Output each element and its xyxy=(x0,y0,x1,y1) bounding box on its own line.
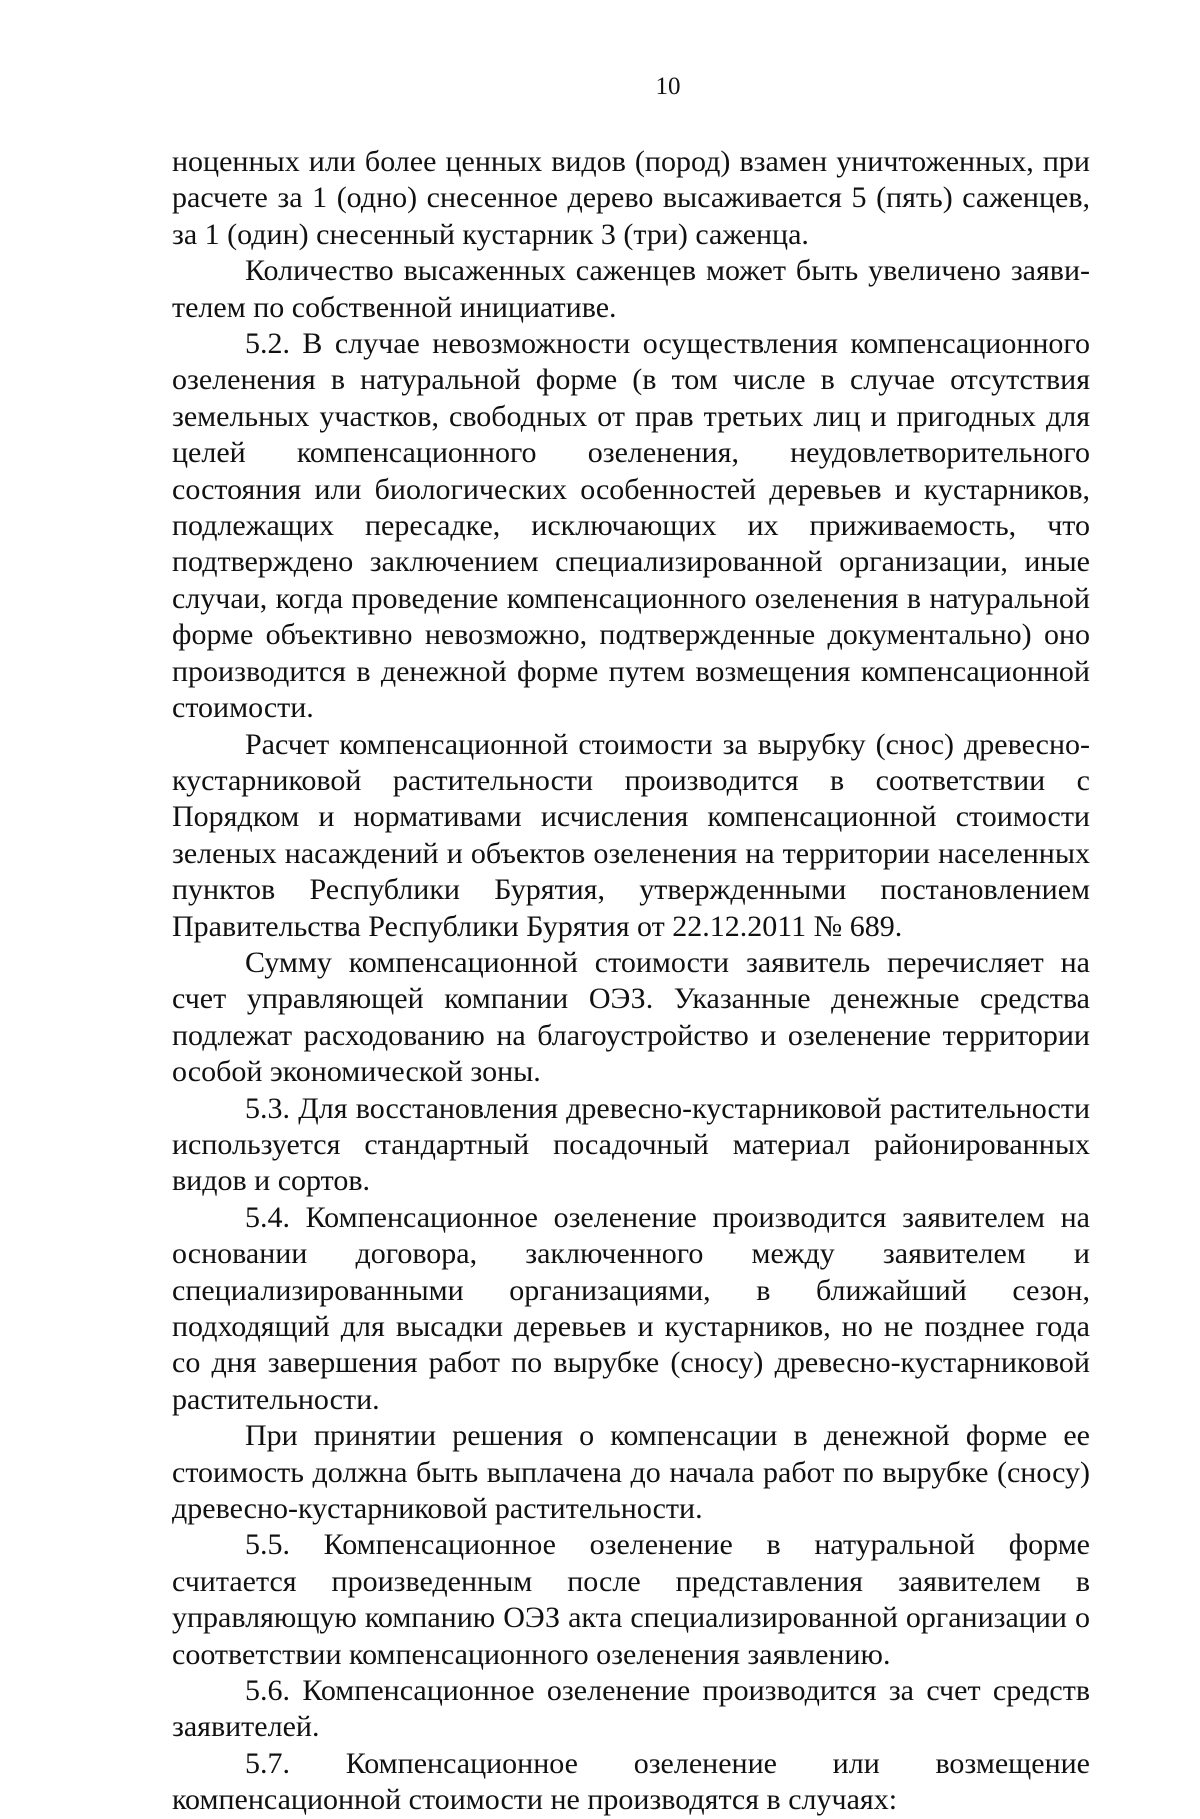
paragraph-continuation: ноценных или более ценных видов (пород) взамен уничтоженных, при расчете за 1 (одно) снесенное дерево высаживается 5 (пять) саженцев, за 1 (один) снесенный кустарник 3 (три) саженца. xyxy=(172,145,1090,251)
paragraph-seedlings-count: Количество высаженных саженцев может быть увеличено заявителем по собственной инициативе. xyxy=(172,254,1090,324)
paragraph-cost-calculation: Расчет компенсационной стоимости за вырубку (снос) древесно-кустарниковой растительности производится в соответствии с Порядком и нормативами исчисления компенсационной стоимости зеленых насаждений и объектов озеленения на территории населенных пунктов Республики Бурятия, утвержденными постановлением Правительства Республики Бурятия от 22.12.2011 № 689. xyxy=(172,727,1090,943)
paragraph-5-3: 5.3. Для восстановления древесно-кустарниковой растительности используется стандартный посадочный материал районированных видов и сортов. xyxy=(172,1091,1090,1198)
paragraph-5-7: 5.7. Компенсационное озеленение или возмещение компенсационной стоимости не производятся в случаях: xyxy=(172,1746,1090,1817)
page-number: 10 xyxy=(655,73,681,100)
paragraph-5-5: 5.5. Компенсационное озеленение в натуральной форме считается произведенным после представления заявителем в управляющую компанию ОЭЗ акта специализированной организации о соответствии компенсационного озеленения заявлению. xyxy=(172,1528,1090,1671)
paragraph-5-2: 5.2. В случае невозможности осуществления компенсационного озеленения в натуральной форме (в том числе в случае отсутствия земельных участков, свободных от прав третьих лиц и пригодных для целей компенсационного озеленения, неудовлетворительного состояния или биологических особенностей деревьев и кустарников, подлежащих пересадке, исключающих их приживаемость, что подтверждено заключением специализированной организации, иные случаи, когда проведение компенсационного озеленения в натуральной форме объективно невозможно, подтвержденные документально) оно производится в денежной форме путем возмещения компенсационной стоимости. xyxy=(172,327,1090,725)
paragraph-cost-transfer: Сумму компенсационной стоимости заявитель перечисляет на счет управляющей компании ОЭЗ. Указанные денежные средства подлежат расходованию на благоустройство и озеленение территории особой экономической зоны. xyxy=(172,945,1090,1089)
paragraph-5-6: 5.6. Компенсационное озеленение производится за счет средств заявителей. xyxy=(172,1674,1090,1744)
body-text xyxy=(172,144,1090,1819)
paragraph-monetary-payment: При принятии решения о компенсации в денежной форме ее стоимость должна быть выплачена до начала работ по вырубке (сносу) древесно-кустарниковой растительности. xyxy=(172,1419,1090,1526)
paragraph-5-4: 5.4. Компенсационное озеленение производится заявителем на основании договора, заключенного между заявителем и специализированными организациями, в ближайший сезон, подходящий для высадки деревьев и кустарников, но не позднее года со дня завершения работ по вырубке (сносу) древесно-кустарниковой растительности. xyxy=(172,1200,1090,1416)
